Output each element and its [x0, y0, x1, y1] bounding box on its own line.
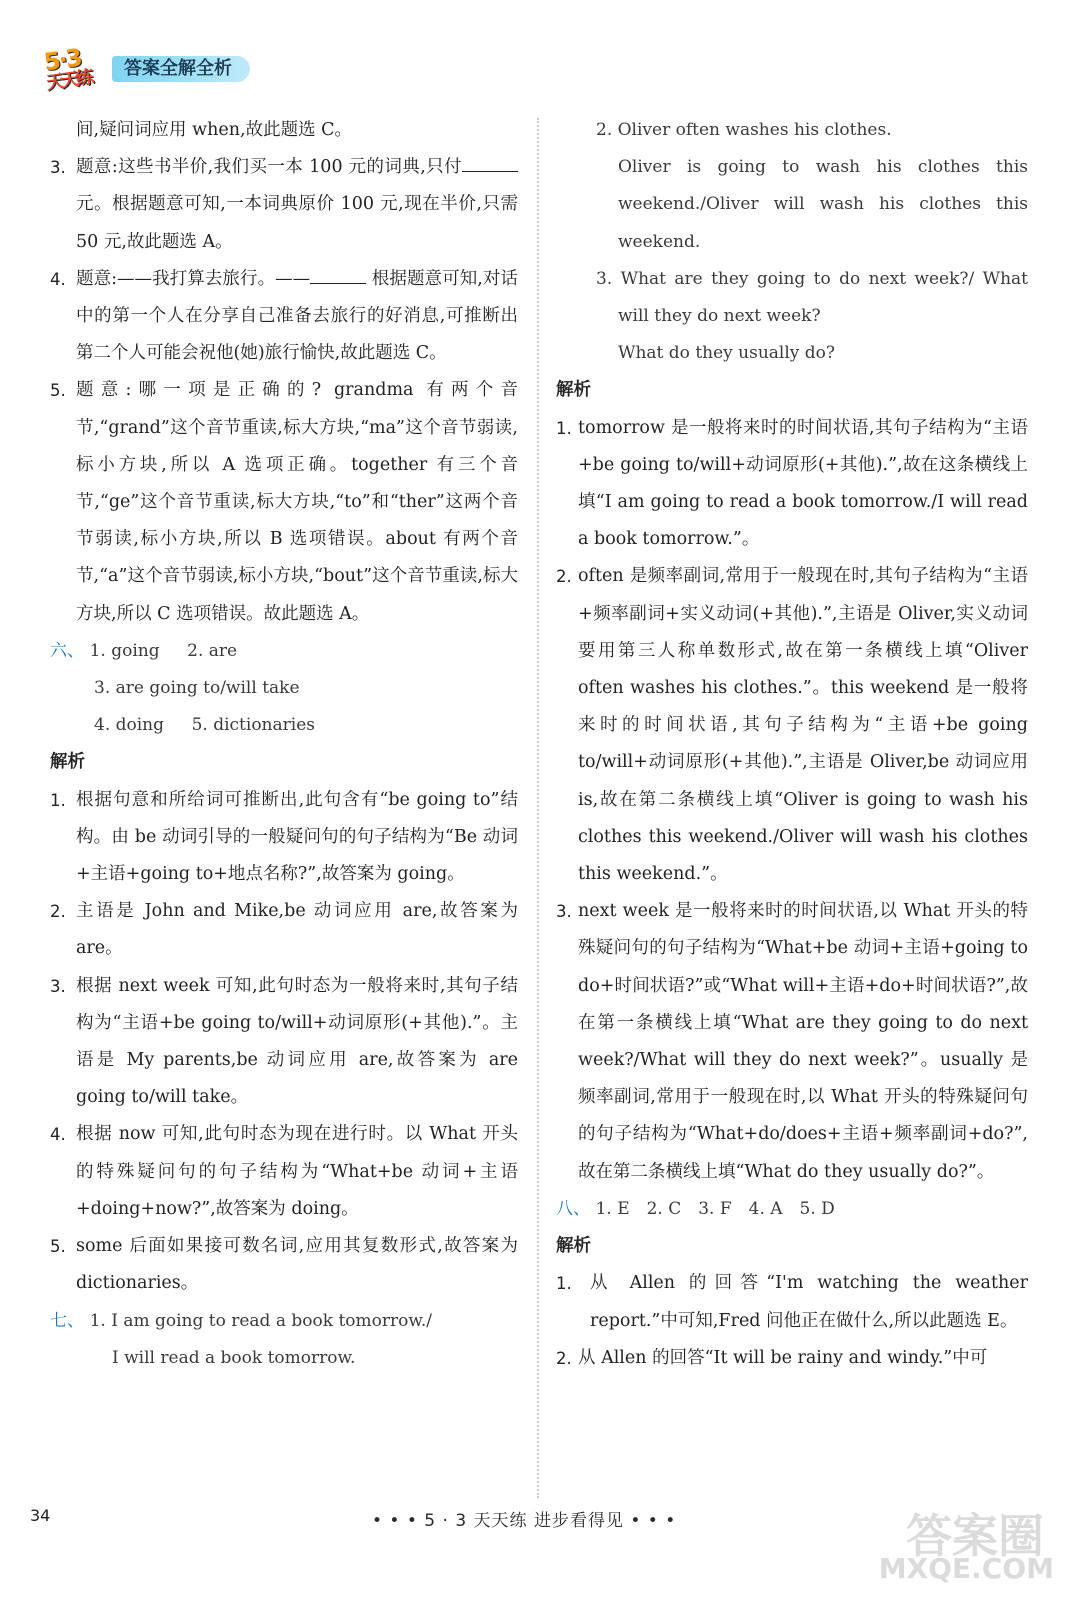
answer-line: Oliver is going to wash his clothes this weekend./Oliver will wash his clothes this weekend. [618, 157, 1028, 252]
list-item: 3. 根据 next week 可知,此句时态为一般将来时,其句子结构为“主语+be going to/will+动词原形(+其他).”。主语是 My parents,be 动词应用 are,故答案为 are going to/will take。 [50, 975, 518, 1108]
list-item: 2. often 是频率副词,常用于一般现在时,其句子结构为“主语+频率副词+实义动词(+其他).”,主语是 Oliver,实义动词要用第三人称单数形式,故在第一条横线上填“Oliver often washes his clothes.”。this weekend 是一般将来时的时间状语,其句子结构为“主语+be going to/will+动词原形(+其他).”,主语是 Oliver,be 动词应用 is,故在第二条横线上填“Oliver is going to wash his clothes this weekend./Oliver will wash his clothes this weekend.”。 [556, 566, 1028, 885]
watermark-title: 答案圈 [906, 1509, 1044, 1563]
analysis-heading: 解析 [556, 380, 591, 401]
right-column [556, 112, 1028, 1377]
left-column [50, 112, 518, 1377]
section-8-answers: 八、 1. E 2. C 3. F 4. A 5. D [556, 1198, 835, 1219]
logo-top: 5·3 [42, 43, 83, 77]
answer-line: What do they usually do? [618, 343, 836, 364]
analysis-heading: 解析 [50, 752, 85, 773]
intro-text: 间,疑问词应用 when,故此题选 C。 [76, 120, 353, 140]
answer-blank [462, 171, 518, 172]
list-item: 3. next week 是一般将来时的时间状语,以 What 开头的特殊疑问句的句子结构为“What+be 动词+主语+going to do+时间状语?”或“What will+主语+do+时间状语?”,故在第一条横线上填“What are they going to do next week?/What will they do next week?”。usually 是频率副词,常用于一般现在时,以 What 开头的特殊疑问句的句子结构为“What+do/does+主语+频率副词+do?”,故在第二条横线上填“What do they usually do?”。 [556, 901, 1028, 1182]
section-6-answers: 六、 1. going 2. are [50, 640, 238, 661]
logo [40, 43, 116, 95]
list-item: 2. 主语是 John and Mike,be 动词应用 are,故答案为 are。 [50, 901, 518, 959]
section-label: 八、 [556, 1198, 590, 1219]
watermark-url: MXQE.COM [878, 1552, 1054, 1585]
list-item: 5. 题意:哪一项是正确的? grandma 有两个音节,“grand”这个音节重读,标大方块,“ma”这个音节弱读,标小方块,所以 A 选项正确。together 有三个音节,“ge”这个音节重读,标大方块,“to”和“ther”这两个音节弱读,标小方块,所以 B 选项错误。about 有两个音节,“a”这个音节弱读,标小方块,“bout”这个音节重读,标大方块,所以 C 选项错误。故此题选 A。 [50, 380, 518, 624]
answer-blank [310, 283, 366, 284]
page-number: 34 [30, 1506, 51, 1525]
list-item: 1. 从 Allen 的回答“I'm watching the weather report.”中可知,Fred 问他正在做什么,所以此题选 E。 [556, 1273, 1028, 1331]
analysis-heading: 解析 [556, 1236, 591, 1257]
list-item: 2. 从 Allen 的回答“It will be rainy and windy.”中可 [556, 1347, 988, 1368]
answer-line: 2. Oliver often washes his clothes. [596, 120, 892, 140]
list-item: 4. 题意:——我打算去旅行。—— 根据题意可知,对话中的第一个人在分享自己准备去旅行的好消息,可推断出第二个人可能会祝他(她)旅行愉快,故此题选 C。 [50, 268, 518, 364]
list-item: 5. some 后面如果接可数名词,应用其复数形式,故答案为 dictionaries。 [50, 1236, 518, 1294]
answer-line: 3. are going to/will take [94, 678, 300, 699]
list-item: 4. 根据 now 可知,此句时态为现在进行时。以 What 开头的特殊疑问句的句子结构为“What+be 动词+主语+doing+now?”,故答案为 doing。 [50, 1124, 518, 1219]
logo-bottom: 天天练 [44, 66, 93, 95]
page-header [40, 43, 300, 95]
section-label: 六、 [50, 640, 84, 661]
list-item: 1. 根据句意和所给词可推断出,此句含有“be going to”结构。由 be 动词引导的一般疑问句的句子结构为“Be 动词+主语+going to+地点名称?”,故答案为 going。 [50, 789, 518, 885]
footer-slogan: • • • 5 · 3 天天练 进步看得见 • • • [372, 1511, 677, 1531]
list-item: 1. tomorrow 是一般将来时的时间状语,其句子结构为“主语+be going to/will+动词原形(+其他).”,故在这条横线上填“I am going to read a book tomorrow./I will read a book tomorrow.”。 [556, 417, 1028, 550]
answer-line: 4. doing 5. dictionaries [94, 715, 315, 736]
section-label: 七、 [50, 1310, 84, 1331]
answer-line: I will read a book tomorrow. [112, 1347, 356, 1368]
answer-line: 3. What are they going to do next week?/ What will they do next week? [596, 268, 1028, 327]
list-item: 3. 题意:这些书半价,我们买一本 100 元的词典,只付元。根据题意可知,一本词典原价 100 元,现在半价,只需 50 元,故此题选 A。 [50, 157, 518, 252]
section-7-answers: 七、 1. I am going to read a book tomorrow./ [50, 1310, 433, 1331]
column-divider [537, 118, 539, 1498]
header-banner: 答案全解全析 [112, 56, 250, 82]
watermark [874, 1500, 1054, 1592]
